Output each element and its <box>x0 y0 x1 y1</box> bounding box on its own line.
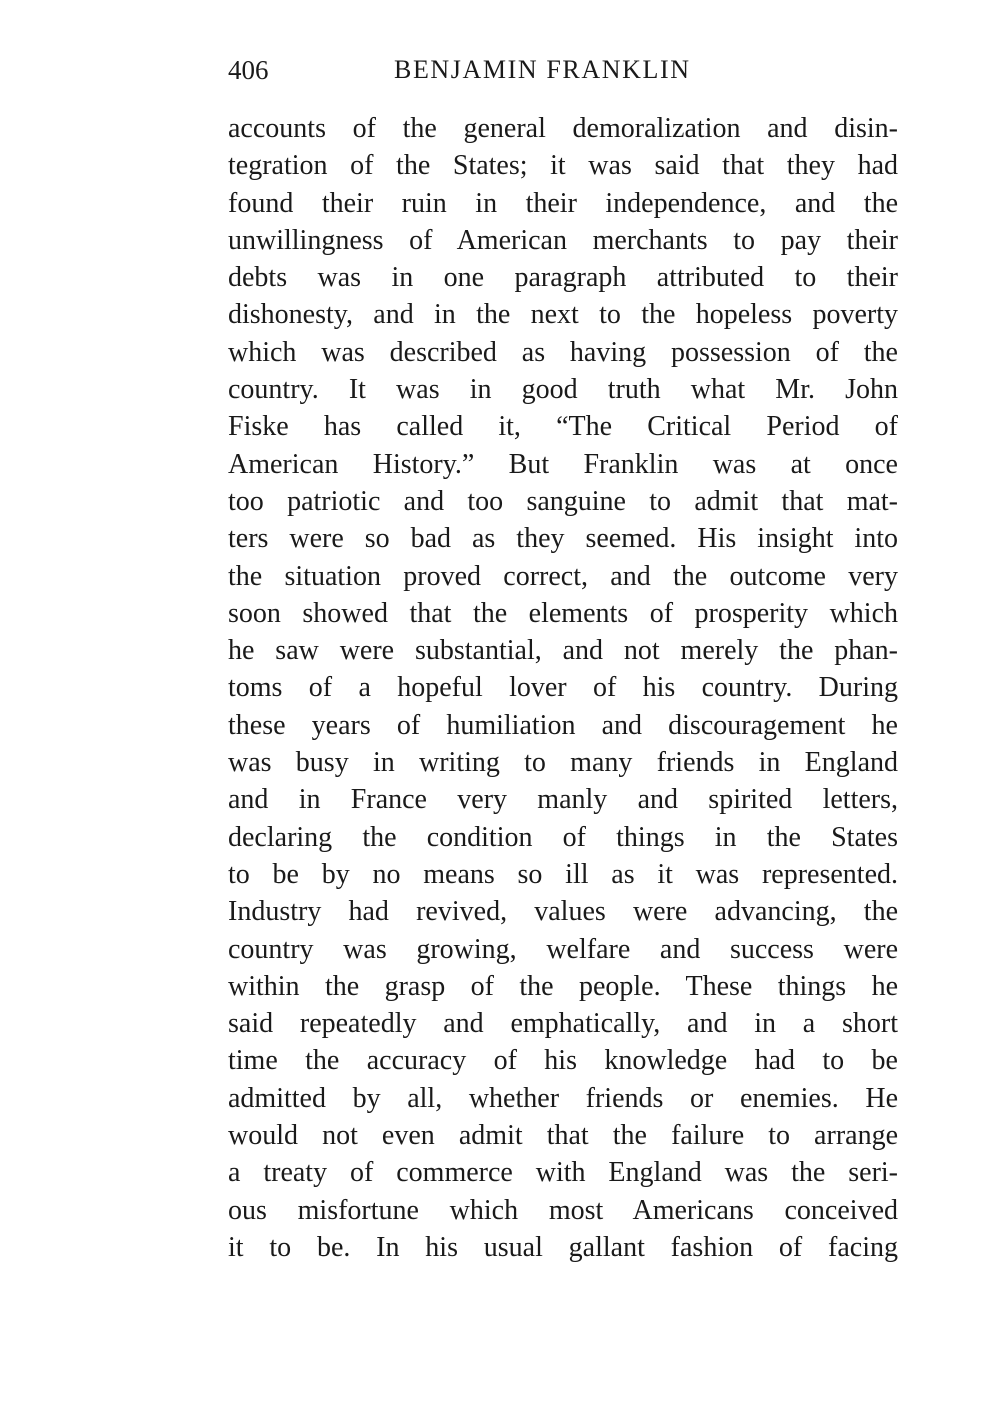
text-line: found their ruin in their independence, and the <box>228 187 898 219</box>
text-line: dishonesty, and in the next to the hopeless poverty <box>228 299 898 331</box>
text-line: debts was in one paragraph attributed to their <box>228 262 898 294</box>
text-line: these years of humiliation and discouragement he <box>228 709 898 741</box>
text-line: and in France very manly and spirited letters, <box>228 784 898 816</box>
text-line: admitted by all, whether friends or enemies. He <box>228 1082 898 1114</box>
text-line: Industry had revived, values were advancing, the <box>228 896 898 928</box>
text-line: said repeatedly and emphatically, and in a short <box>228 1008 898 1040</box>
text-line: accounts of the general demoralization and disin- <box>228 113 898 144</box>
text-line: to be by no means so ill as it was represented. <box>228 858 898 890</box>
text-line: it to be. In his usual gallant fashion of facing <box>228 1231 898 1263</box>
text-line: ous misfortune which most Americans conceived <box>228 1194 898 1226</box>
text-line: unwillingness of American merchants to pay their <box>228 224 898 256</box>
page-number: 406 <box>228 55 269 85</box>
text-line: time the accuracy of his knowledge had to be <box>228 1045 898 1077</box>
running-head <box>228 52 898 92</box>
text-line: American History.” But Franklin was at once <box>228 448 898 480</box>
text-line: soon showed that the elements of prosperity which <box>228 597 898 629</box>
text-line: ters were so bad as they seemed. His insight into <box>228 523 898 555</box>
text-line: would not even admit that the failure to arrange <box>228 1120 898 1152</box>
text-line: toms of a hopeful lover of his country. During <box>228 672 898 704</box>
text-line: he saw were substantial, and not merely the phan- <box>228 635 898 667</box>
text-line: country was growing, welfare and success were <box>228 933 898 965</box>
text-line: tegration of the States; it was said that they had <box>228 150 898 182</box>
text-line: within the grasp of the people. These things he <box>228 970 898 1002</box>
text-line: the situation proved correct, and the outcome very <box>228 560 898 592</box>
body-paragraph <box>228 110 898 1266</box>
text-line: a treaty of commerce with England was the seri- <box>228 1157 898 1189</box>
text-line: too patriotic and too sanguine to admit that mat- <box>228 485 898 517</box>
running-title: BENJAMIN FRANKLIN <box>394 55 691 84</box>
text-line: was busy in writing to many friends in England <box>228 747 898 779</box>
text-line: country. It was in good truth what Mr. John <box>228 374 898 406</box>
text-line: which was described as having possession of the <box>228 336 898 368</box>
text-line: Fiske has called it, “The Critical Period of <box>228 411 898 443</box>
text-line: declaring the condition of things in the States <box>228 821 898 853</box>
